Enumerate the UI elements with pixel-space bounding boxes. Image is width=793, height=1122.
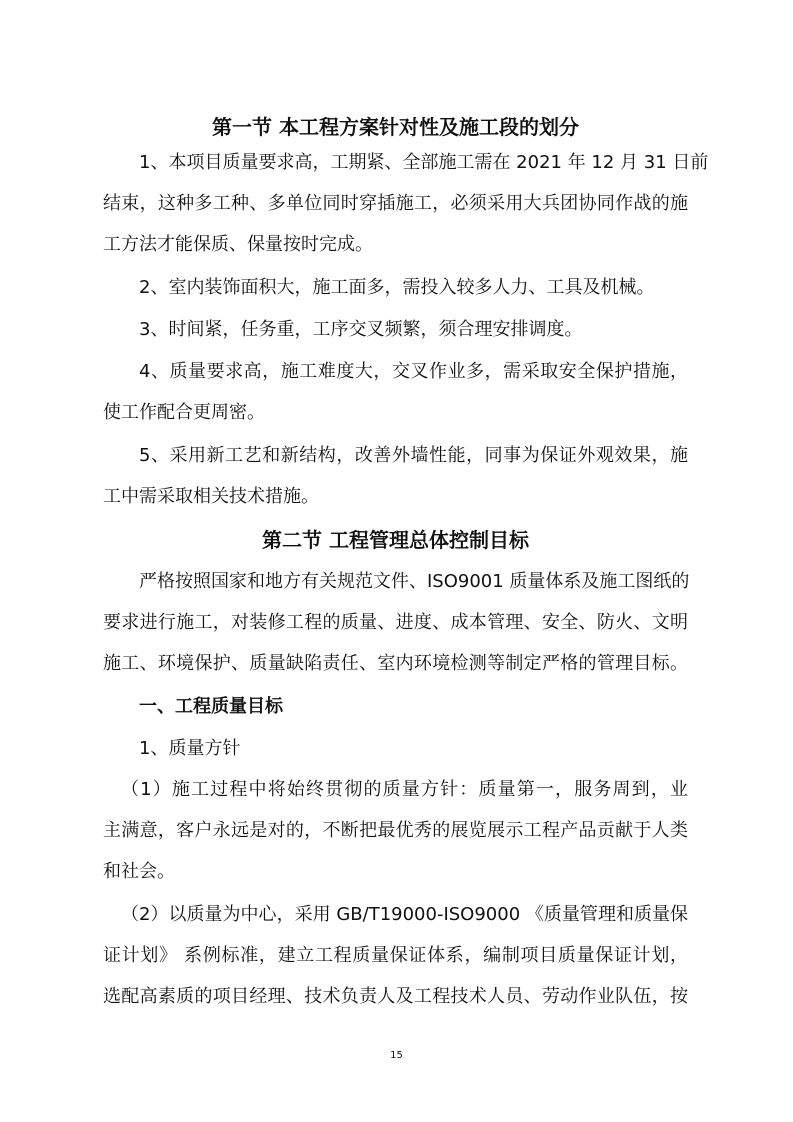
text-line: 结束，这种多工种、多单位同时穿插施工，必须采用大兵团协同作战的施 xyxy=(103,193,688,214)
text-line: 证计划》 系例标准，建立工程质量保证体系，编制项目质量保证计划， xyxy=(103,945,688,966)
section2-title: 第二节 工程管理总体控制目标 xyxy=(262,528,529,552)
text-line: 1、本项目质量要求高，工期紧、全部施工需在 2021 年 12 月 31 日前 xyxy=(139,152,709,173)
text-line: 工中需采取相关技术措施。 xyxy=(103,486,319,507)
text-line: 主满意，客户永远是对的，不断把最优秀的展览展示工程产品贡献于人类 xyxy=(103,820,688,841)
text-line: （2）以质量为中心，采用 GB/T19000-ISO9000 《质量管理和质量保 xyxy=(121,904,688,925)
text-line: 施工、环境保护、质量缺陷责任、室内环境检测等制定严格的管理目标。 xyxy=(103,653,688,674)
text-line: 4、质量要求高，施工难度大，交叉作业多，需采取安全保护措施， xyxy=(139,361,688,382)
text-line: 选配高素质的项目经理、技术负责人及工程技术人员、劳动作业队伍，按 xyxy=(103,986,688,1007)
text-line: 和社会。 xyxy=(103,861,175,882)
s1-item-3: 3、时间紧，任务重，工序交叉频繁，须合理安排调度。 xyxy=(139,319,583,340)
section1-title: 第一节 本工程方案针对性及施工段的划分 xyxy=(212,115,579,139)
text-line: 5、采用新工艺和新结构，改善外墙性能，同事为保证外观效果，施 xyxy=(139,445,688,466)
text-line: 工方法才能保质、保量按时完成。 xyxy=(103,234,373,255)
subsection-title: 一、工程质量目标 xyxy=(139,696,283,717)
item1-title: 1、质量方针 xyxy=(139,738,241,759)
s1-item-2: 2、室内装饰面积大，施工面多，需投入较多人力、工具及机械。 xyxy=(139,277,655,298)
text-line: 要求进行施工，对装修工程的质量、进度、成本管理、安全、防火、文明 xyxy=(103,612,688,633)
text-line: 使工作配合更周密。 xyxy=(103,402,265,423)
page-number: 15 xyxy=(390,1050,403,1061)
text-line: 严格按照国家和地方有关规范文件、ISO9001 质量体系及施工图纸的 xyxy=(139,571,690,592)
text-line: （1）施工过程中将始终贯彻的质量方针：质量第一，服务周到，业 xyxy=(121,779,688,800)
